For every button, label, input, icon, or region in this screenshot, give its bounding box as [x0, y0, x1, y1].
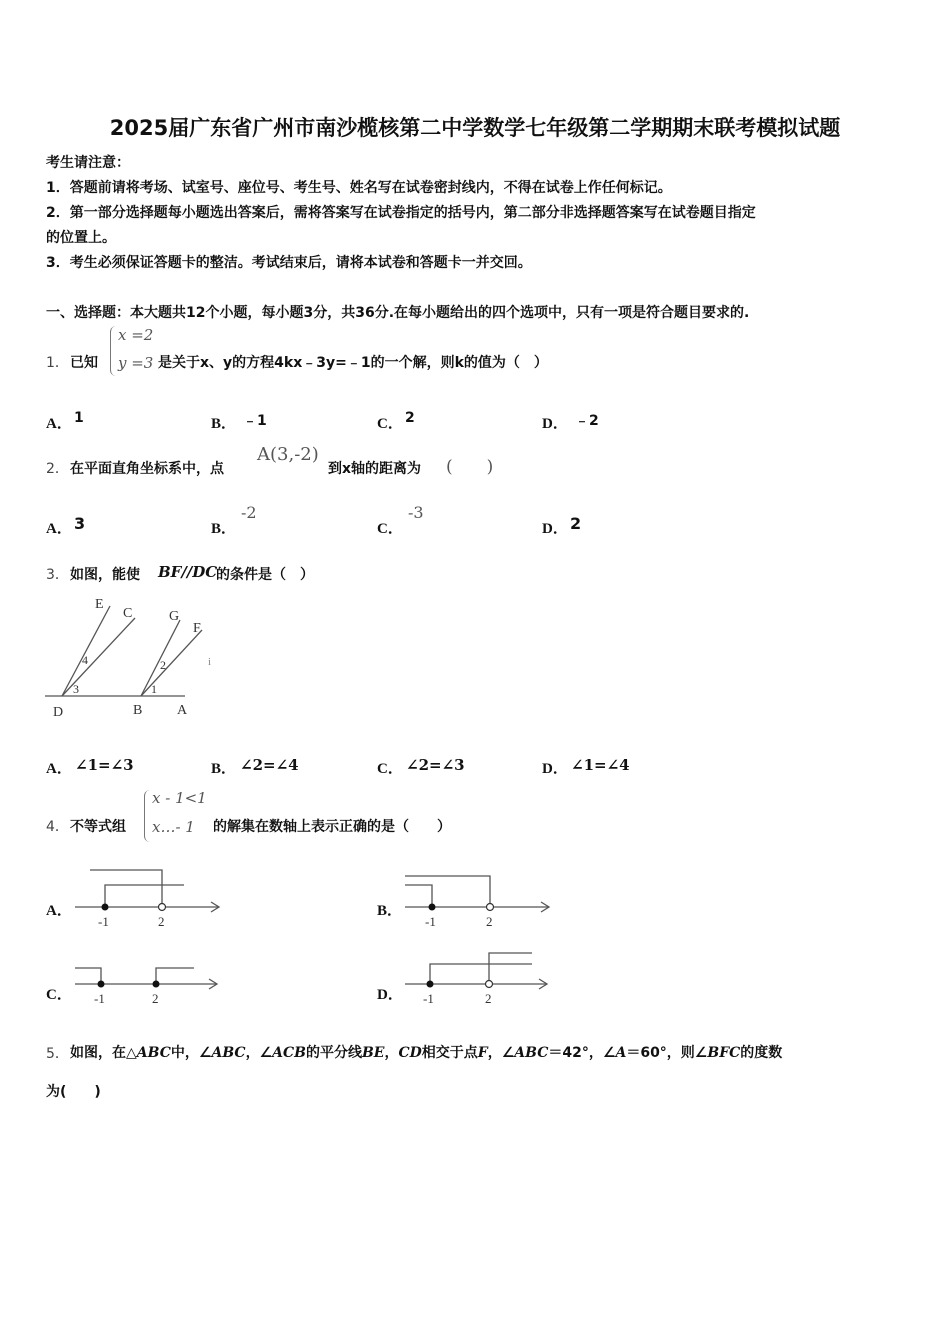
math-run: CD	[398, 1045, 422, 1061]
text-run: ＝42°，∠	[548, 1045, 616, 1061]
option-value: 2	[405, 410, 415, 426]
option-value: ∠1=∠3	[75, 756, 134, 774]
solution-bracket	[105, 885, 184, 907]
question-text: 已知	[70, 355, 98, 371]
notice-item-2-cont: 的位置上。	[46, 230, 116, 246]
text-run: ，	[384, 1045, 399, 1061]
question-text: 的解集在数轴上表示正确的是（ ）	[213, 819, 451, 835]
condition-math: BF//DC	[158, 563, 218, 581]
option-value: ‐2	[241, 503, 257, 522]
option-label: D．	[542, 761, 568, 777]
text-run: 的平分线	[305, 1045, 362, 1061]
stray-mark: i	[208, 656, 212, 668]
tick-label: -1	[425, 914, 436, 929]
option-label: B．	[211, 416, 237, 432]
number-line-a	[70, 868, 225, 930]
tick-label: 2	[152, 991, 159, 1006]
point-label: C	[123, 606, 133, 621]
question-text	[70, 1042, 782, 1062]
question-number: 3．	[46, 567, 69, 583]
tick-label: 2	[158, 914, 165, 929]
angle-label: 1	[151, 682, 157, 696]
system-ineq-2: x…- 1	[152, 818, 195, 836]
solution-bracket	[90, 870, 162, 907]
system-eq-2: y =3	[118, 354, 154, 372]
number-line-d	[400, 947, 555, 1009]
question-number: 5．	[46, 1046, 69, 1062]
question-number: 2．	[46, 461, 69, 477]
notice-item-2: 2．第一部分选择题每小题选出答案后，需将答案写在试卷指定的括号内，第二部分非选择题答案写在试卷题目指定	[46, 205, 756, 221]
ray-de	[62, 606, 110, 696]
option-label: C．	[377, 761, 403, 777]
question-text: 的条件是（ ）	[216, 567, 314, 583]
notice-item-1: 1．答题前请将考场、试室号、座位号、考生号、姓名写在试卷密封线内，不得在试卷上作任何标记。	[46, 180, 672, 196]
text-run: 中，∠	[170, 1045, 212, 1061]
solution-bracket	[405, 885, 432, 907]
option-label: C．	[377, 416, 403, 432]
solution-bracket	[75, 968, 101, 984]
solution-bracket	[489, 953, 532, 984]
option-label: D．	[542, 416, 568, 432]
solution-bracket	[156, 968, 194, 984]
geometry-figure	[40, 590, 220, 720]
point-label: E	[95, 597, 104, 612]
option-label: A．	[46, 903, 72, 919]
question-text: 为( )	[46, 1084, 101, 1100]
system-eq-1: x =2	[118, 326, 154, 344]
option-label: A．	[46, 521, 72, 537]
solution-bracket	[430, 964, 532, 984]
brace-icon	[110, 326, 117, 376]
notice-heading: 考生请注意：	[46, 155, 130, 171]
question-number: 4．	[46, 819, 69, 835]
section-heading: 一、选择题：本大题共12个小题，每小题3分，共36分.在每小题给出的四个选项中，只有一项是符合题目要求的.	[46, 305, 750, 321]
point-label: F	[193, 621, 201, 636]
point-label: D	[53, 705, 64, 720]
number-line-b	[400, 868, 555, 930]
text-run: ，∠	[245, 1045, 273, 1061]
notice-item-3: 3．考生必须保证答题卡的整洁。考试结束后，请将本试卷和答题卡一并交回。	[46, 255, 532, 271]
question-number: 1．	[46, 355, 69, 371]
number-line-c	[70, 960, 225, 1010]
option-value: 2	[570, 514, 582, 533]
math-run: ABC	[136, 1045, 171, 1061]
math-run: ABC	[514, 1045, 549, 1061]
question-text: 是关于x、y的方程4kx﹣3y=﹣1的一个解，则k的值为（ ）	[158, 355, 548, 371]
closed-dot	[102, 904, 109, 911]
option-label: C．	[377, 521, 403, 537]
option-value: ∠1=∠4	[571, 756, 630, 774]
option-value: 1	[74, 410, 84, 426]
page-title: 2025届广东省广州市南沙榄核第二中学数学七年级第二学期期末联考模拟试题	[109, 116, 841, 140]
point-label: B	[133, 703, 143, 718]
option-label: B．	[211, 761, 237, 777]
option-value: 3	[74, 514, 86, 533]
open-dot	[159, 904, 166, 911]
angle-label: 4	[82, 653, 88, 667]
tick-label: -1	[423, 991, 434, 1006]
closed-dot	[427, 981, 434, 988]
solution-bracket	[405, 876, 490, 907]
math-run: A	[615, 1045, 627, 1061]
option-value: ﹣1	[243, 413, 267, 429]
text-run: 相交于点	[421, 1045, 478, 1061]
system-ineq-1: x - 1<1	[152, 789, 207, 807]
option-label: B．	[377, 903, 403, 919]
question-text: 到x轴的距离为	[328, 461, 422, 477]
option-value: ∠2=∠3	[406, 756, 465, 774]
closed-dot	[98, 981, 105, 988]
closed-dot	[153, 981, 160, 988]
option-label: A．	[46, 416, 72, 432]
point-coordinate: A(3,‐2)	[257, 444, 319, 465]
math-run: BE	[361, 1045, 385, 1061]
text-run: ＝60°，则∠	[626, 1045, 708, 1061]
option-label: B．	[211, 521, 237, 537]
text-run: 如图，在△	[70, 1045, 137, 1061]
option-label: C．	[46, 987, 72, 1003]
brace-icon	[144, 790, 151, 842]
option-label: D．	[377, 987, 403, 1003]
text-run: ，∠	[487, 1045, 515, 1061]
text-run: 的度数	[740, 1045, 783, 1061]
math-run: F	[477, 1045, 488, 1061]
tick-label: 2	[486, 914, 493, 929]
point-label: A	[177, 703, 188, 718]
answer-paren: ( )	[446, 457, 494, 477]
math-run: BFC	[707, 1045, 741, 1061]
closed-dot	[429, 904, 436, 911]
math-run: ABC	[211, 1045, 246, 1061]
option-value: ∠2=∠4	[240, 756, 299, 774]
option-label: A．	[46, 761, 72, 777]
point-label: G	[169, 609, 180, 624]
angle-label: 2	[160, 658, 166, 672]
option-label: D．	[542, 521, 568, 537]
angle-label: 3	[73, 682, 79, 696]
open-dot	[486, 981, 493, 988]
option-value: ‐3	[408, 503, 424, 522]
tick-label: -1	[98, 914, 109, 929]
tick-label: -1	[94, 991, 105, 1006]
math-run: ACB	[272, 1045, 306, 1061]
question-text: 不等式组	[70, 819, 126, 835]
question-text: 在平面直角坐标系中，点	[70, 461, 224, 477]
tick-label: 2	[485, 991, 492, 1006]
option-value: ﹣2	[575, 413, 599, 429]
question-text: 如图，能使	[70, 567, 140, 583]
open-dot	[487, 904, 494, 911]
